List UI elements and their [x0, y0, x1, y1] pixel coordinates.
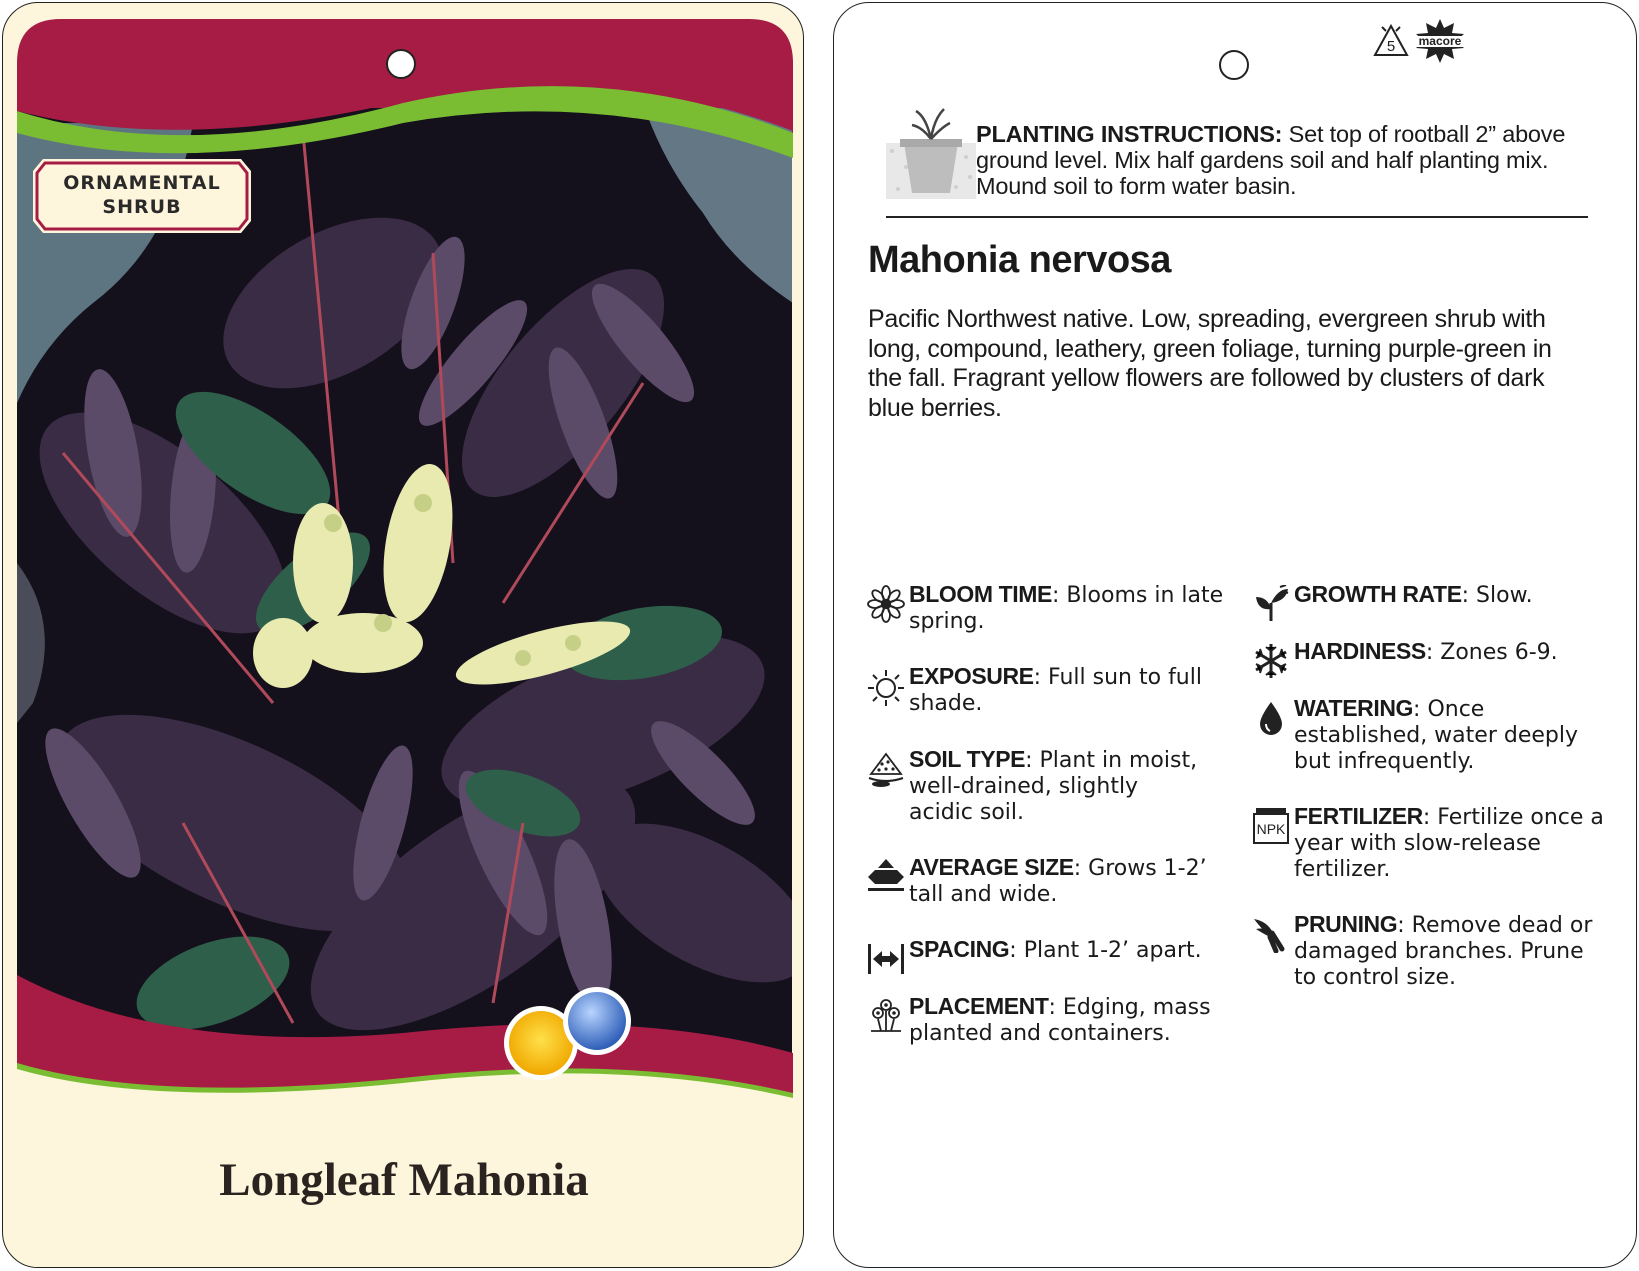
average-size-value: : Grows 1-2’	[1073, 856, 1207, 881]
back-tag	[833, 2, 1637, 1268]
fertilizer-line-3: fertilizer.	[1294, 857, 1391, 882]
soil-type-line-3: acidic soil.	[909, 800, 1024, 825]
placement-label: PLACEMENT	[909, 993, 1049, 1019]
placement-value: : Edging, mass	[1048, 995, 1211, 1020]
pruning-line-3: to control size.	[1294, 965, 1456, 990]
hardiness-value: : Zones 6-9.	[1425, 640, 1558, 665]
badge-line-2: SHRUB	[102, 196, 182, 218]
hang-hole-front	[386, 49, 416, 79]
npk-icon	[1252, 807, 1290, 845]
shade-icon	[561, 985, 633, 1057]
front-tag	[2, 2, 804, 1268]
growth-rate-value: : Slow.	[1461, 583, 1533, 608]
sprout-icon	[1252, 585, 1290, 623]
fertilizer-line-2: year with slow-release	[1294, 831, 1541, 856]
sun-outline-icon	[867, 669, 905, 707]
spacing-value: : Plant 1-2’ apart.	[1009, 938, 1202, 963]
attr-fertilizer	[1256, 803, 1614, 883]
description-line-1: Pacific Northwest native. Low, spreading, evergreen shrub with	[868, 305, 1546, 333]
attr-average-size	[909, 854, 1239, 908]
exposure-label: EXPOSURE	[909, 663, 1034, 689]
description-line-3: the fall. Fragrant yellow flowers are followed by clusters of dark	[868, 364, 1545, 392]
soil-type-value: : Plant in moist,	[1025, 748, 1198, 773]
description-line-4: blue berries.	[868, 393, 1002, 422]
planting-text-3: Mound soil to form water basin.	[976, 173, 1297, 199]
divider-rule	[886, 216, 1588, 218]
attr-watering	[1294, 695, 1614, 775]
attr-pruning	[1294, 911, 1614, 991]
planting-label: PLANTING INSTRUCTIONS:	[976, 121, 1283, 147]
plant-photo	[3, 103, 804, 1103]
pruning-label: PRUNING	[1294, 911, 1398, 937]
spacing-icon	[867, 940, 905, 978]
water-drop-icon	[1252, 699, 1290, 737]
hang-hole-back	[1219, 50, 1249, 80]
pruning-line-2: damaged branches. Prune	[1294, 939, 1584, 964]
watering-line-3: but infrequently.	[1294, 749, 1475, 774]
attr-soil-type	[909, 746, 1239, 826]
exposure-value: : Full sun to full	[1033, 665, 1202, 690]
watering-value: : Once	[1413, 697, 1485, 722]
watering-label: WATERING	[1294, 695, 1414, 721]
pruners-icon	[1252, 915, 1290, 953]
npk-text: NPK	[1256, 821, 1286, 837]
attr-bloom-time	[909, 581, 1239, 635]
bloom-time-value: : Blooms in late	[1051, 583, 1224, 608]
bloom-time-label: BLOOM TIME	[909, 581, 1052, 607]
exposure-line-2: shade.	[909, 691, 983, 716]
attr-placement	[909, 993, 1239, 1047]
average-size-label: AVERAGE SIZE	[909, 854, 1074, 880]
snowflake-icon	[1252, 642, 1290, 680]
planting-pot-icon	[886, 107, 976, 199]
recycle-code: 5	[1386, 38, 1396, 55]
soil-icon	[867, 750, 905, 788]
attr-hardiness	[1294, 638, 1614, 666]
pruning-value: : Remove dead or	[1397, 913, 1593, 938]
recycle-icon	[1372, 23, 1410, 61]
attr-exposure	[909, 663, 1239, 717]
badge-line-1: ORNAMENTAL	[63, 172, 221, 194]
spacing-label: SPACING	[909, 936, 1010, 962]
soil-type-label: SOIL TYPE	[909, 746, 1026, 772]
size-icon	[867, 858, 905, 896]
watering-line-2: established, water deeply	[1294, 723, 1578, 748]
planting-text-2: ground level. Mix half gardens soil and half planting mix.	[976, 147, 1549, 173]
placement-line-2: planted and containers.	[909, 1021, 1171, 1046]
macore-brand: macore	[1418, 34, 1462, 48]
fertilizer-label: FERTILIZER	[1294, 803, 1423, 829]
category-badge	[33, 159, 251, 233]
placement-icon	[867, 997, 905, 1035]
fertilizer-value: : Fertilize once a	[1422, 805, 1604, 830]
plant-description	[868, 305, 1588, 423]
soil-type-line-2: well-drained, slightly	[909, 774, 1139, 799]
growth-rate-label: GROWTH RATE	[1294, 581, 1462, 607]
botanical-name: Mahonia nervosa	[868, 239, 1171, 281]
bloom-time-line-2: spring.	[909, 609, 985, 634]
description-line-2: long, compound, leathery, green foliage, turning purple-green in	[868, 334, 1552, 363]
attr-growth-rate	[1294, 581, 1614, 609]
flower-icon	[867, 585, 905, 623]
planting-instructions	[976, 121, 1596, 199]
attr-spacing	[909, 936, 1239, 964]
common-name: Longleaf Mahonia	[219, 1154, 589, 1206]
hardiness-label: HARDINESS	[1294, 638, 1426, 664]
average-size-line-2: tall and wide.	[909, 882, 1058, 907]
planting-text-1: Set top of rootball 2” above	[1282, 121, 1566, 147]
